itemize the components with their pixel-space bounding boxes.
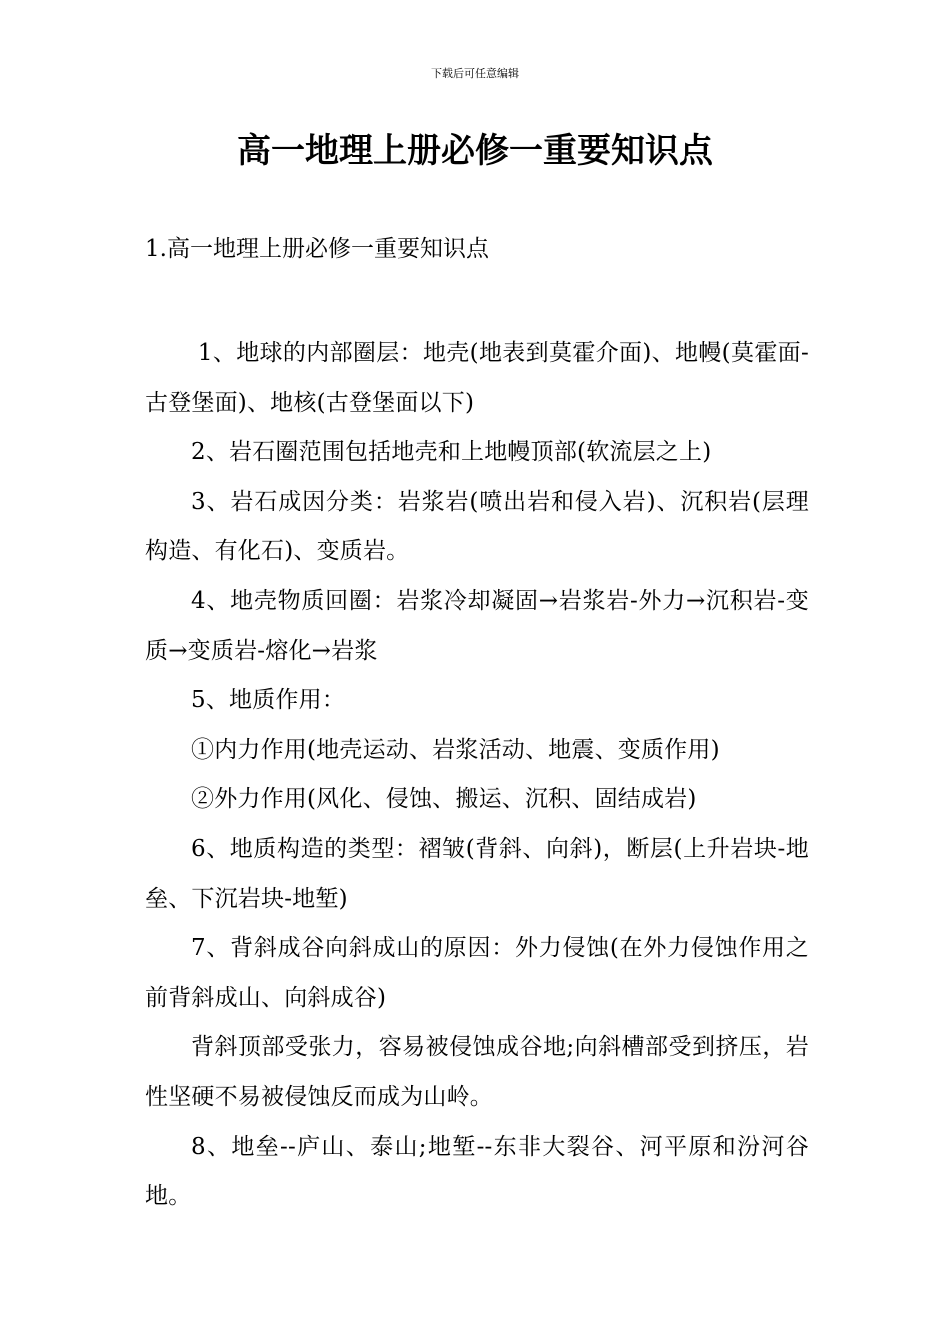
header-note: 下载后可任意编辑 [431,67,519,80]
paragraph-6: ①内力作用(地壳运动、岩浆活动、地震、变质作用) [191,736,720,763]
paragraph-8: 6、地质构造的类型：褶皱(背斜、向斜)，断层(上升岩块-地垒、下沉岩块-地堑) [145,835,809,912]
paragraph-7: ②外力作用(风化、侵蚀、搬运、沉积、固结成岩) [191,786,697,813]
paragraph-9: 7、背斜成谷向斜成山的原因：外力侵蚀(在外力侵蚀作用之前背斜成山、向斜成谷) [145,935,809,1011]
section-heading: 1.高一地理上册必修一重要知识点 [145,236,489,262]
paragraph-10: 背斜顶部受张力，容易被侵蚀成谷地;向斜槽部受到挤压，岩性坚硬不易被侵蚀反而成为山岭。 [145,1034,809,1110]
paragraph-4: 4、地壳物质回圈：岩浆冷却凝固→岩浆岩-外力→沉积岩-变质→变质岩-熔化→岩浆 [145,587,809,664]
document-body [145,329,809,1222]
paragraph-1: 1、地球的内部圈层：地壳(地表到莫霍介面)、地幔(莫霍面-古登堡面)、地核(古登堡面以下) [145,340,809,416]
paragraph-2: 2、岩石圈范围包括地壳和上地幔顶部(软流层之上) [191,439,712,466]
paragraph-11: 8、地垒--庐山、泰山;地堑--东非大裂谷、河平原和汾河谷地。 [145,1133,809,1210]
paragraph-3: 3、岩石成因分类：岩浆岩(喷出岩和侵入岩)、沉积岩(层理构造、有化石)、变质岩。 [145,488,809,565]
paragraph-5: 5、地质作用： [191,687,346,714]
document-title: 高一地理上册必修一重要知识点 [237,131,713,171]
